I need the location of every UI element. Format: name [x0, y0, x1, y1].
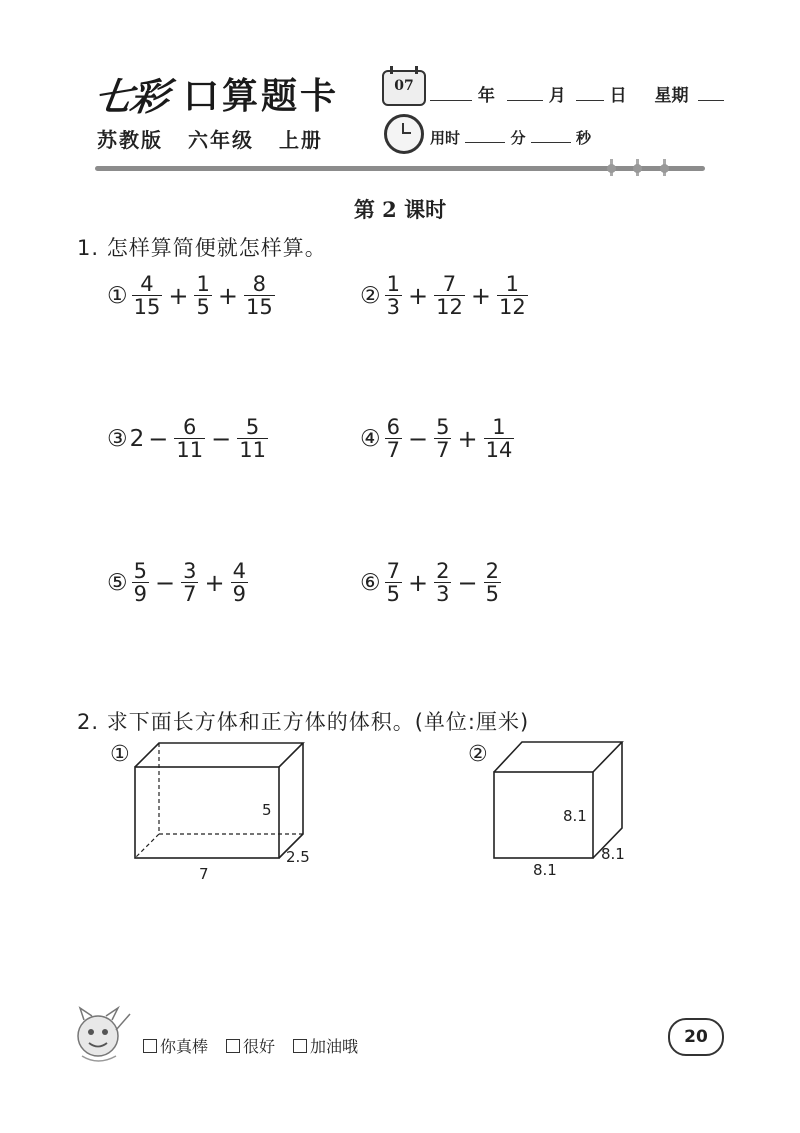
subtitle-publisher: 苏教版 [97, 128, 163, 152]
numerator: 3 [183, 559, 197, 583]
cuboid-label: ① [110, 742, 130, 767]
lesson-title: 第 2 课时 [353, 197, 447, 222]
denominator: 15 [245, 295, 273, 320]
checkbox-icon[interactable] [226, 1039, 240, 1053]
operator: − [155, 568, 176, 597]
cuboid-length-label: 7 [199, 865, 209, 883]
clock-icon [384, 114, 424, 154]
fraction [385, 416, 402, 461]
q1-expression-5 [107, 560, 250, 605]
fraction [385, 273, 402, 318]
day-label: 日 [609, 86, 627, 106]
numerator: 4 [140, 272, 154, 296]
numerator: 2 [436, 559, 450, 583]
year-blank[interactable] [430, 86, 472, 101]
operator: − [211, 424, 232, 453]
expression-number: ⑤ [107, 569, 128, 596]
cube-label: ② [468, 742, 488, 767]
numerator: 1 [505, 272, 519, 296]
month-label: 月 [548, 86, 566, 106]
operator: + [470, 281, 491, 310]
cuboid-right-face [279, 743, 303, 858]
cube-top-face [494, 742, 622, 772]
cuboid-width-label: 2.5 [286, 848, 310, 866]
calendar-icon [382, 70, 426, 106]
denominator: 9 [232, 582, 246, 607]
numerator: 1 [386, 272, 400, 296]
expression-number: ② [360, 282, 381, 309]
expression-number: ⑥ [360, 569, 381, 596]
q1-expression-4 [360, 416, 516, 461]
cuboid-top-face [135, 743, 303, 767]
mascot-icon [72, 1000, 134, 1068]
denominator: 5 [485, 582, 499, 607]
denominator: 14 [485, 438, 513, 463]
fraction [484, 560, 501, 605]
question-2-title: 2. 求下面长方体和正方体的体积。(单位:厘米) [77, 710, 530, 734]
numerator: 8 [252, 272, 266, 296]
rating-label: 加油哦 [310, 1037, 359, 1056]
numerator: 6 [386, 415, 400, 439]
operator: + [204, 568, 225, 597]
cube-figure [462, 735, 662, 885]
denominator: 7 [183, 582, 197, 607]
subtitle-volume: 上册 [278, 128, 323, 152]
operator: − [148, 424, 169, 453]
divider-peg [663, 159, 666, 176]
calendar-day: 07 [394, 78, 414, 94]
divider-peg [636, 159, 639, 176]
fraction [132, 273, 163, 318]
fraction [497, 273, 528, 318]
checkbox-icon[interactable] [293, 1039, 307, 1053]
checkbox-icon[interactable] [143, 1039, 157, 1053]
numerator: 5 [133, 559, 147, 583]
numerator: 2 [485, 559, 499, 583]
second-label: 秒 [575, 129, 591, 147]
numerator: 5 [436, 415, 450, 439]
month-blank[interactable] [507, 86, 543, 101]
self-rating [143, 1034, 358, 1057]
numerator: 4 [232, 559, 246, 583]
expression-number: ④ [360, 425, 381, 452]
numerator: 1 [492, 415, 506, 439]
denominator: 3 [436, 582, 450, 607]
rating-label: 你真棒 [160, 1037, 209, 1056]
minute-blank[interactable] [465, 128, 505, 143]
denominator: 11 [176, 438, 204, 463]
year-label: 年 [477, 86, 495, 106]
cuboid-height-label: 5 [262, 801, 272, 819]
numerator: 7 [386, 559, 400, 583]
cuboid-figure [100, 735, 340, 890]
denominator: 5 [386, 582, 400, 607]
denominator: 5 [196, 295, 210, 320]
rating-label: 很好 [243, 1037, 276, 1056]
operator: − [457, 568, 478, 597]
cube-side-edge-label: 8.1 [601, 845, 625, 863]
q1-expression-3 [107, 416, 270, 461]
date-fields [430, 81, 724, 106]
q1-expression-6 [360, 560, 503, 605]
rating-option-good[interactable] [226, 1034, 275, 1057]
numerator: 5 [245, 415, 260, 439]
operator: + [457, 424, 478, 453]
operator: + [408, 568, 429, 597]
day-blank[interactable] [576, 86, 604, 101]
denominator: 11 [239, 438, 266, 463]
rating-option-great[interactable] [143, 1034, 208, 1057]
denominator: 9 [133, 582, 147, 607]
fraction [181, 560, 198, 605]
fraction [132, 560, 149, 605]
expression-number: ① [107, 282, 128, 309]
fraction [237, 416, 268, 461]
numerator: 1 [196, 272, 210, 296]
fraction [434, 560, 451, 605]
q1-expression-1 [107, 273, 277, 318]
numerator: 6 [183, 415, 197, 439]
fraction [434, 273, 465, 318]
denominator: 7 [436, 438, 450, 463]
weekday-label: 星期 [654, 86, 689, 106]
question-1-title: 1. 怎样算简便就怎样算。 [77, 236, 327, 260]
subtitle-grade: 六年级 [187, 128, 254, 152]
weekday-blank[interactable] [698, 86, 724, 101]
rating-option-keep-going[interactable] [293, 1034, 358, 1057]
q1-expression-2 [360, 273, 530, 318]
second-blank[interactable] [531, 128, 571, 143]
fraction [231, 560, 248, 605]
cube-front-edge-label: 8.1 [563, 807, 587, 825]
denominator: 12 [436, 295, 463, 320]
whole-number: 2 [129, 425, 145, 452]
operator: + [168, 281, 189, 310]
fraction [194, 273, 211, 318]
cuboid-front-face [135, 767, 279, 858]
denominator: 12 [498, 295, 526, 320]
operator: + [217, 281, 238, 310]
cuboid-hidden-edges [135, 834, 159, 858]
divider-peg [610, 159, 613, 176]
time-used-label: 用时 [430, 129, 461, 147]
operator: + [408, 281, 429, 310]
cuboid-hidden-edges [159, 743, 303, 834]
cube-bottom-edge-label: 8.1 [533, 861, 557, 879]
fraction [434, 416, 451, 461]
operator: − [408, 424, 429, 453]
denominator: 3 [386, 295, 400, 320]
time-fields [430, 127, 591, 148]
brand-title: 口算题卡 [183, 76, 340, 117]
cube-right-face [593, 742, 622, 858]
denominator: 7 [386, 438, 400, 463]
fraction [244, 273, 275, 318]
minute-label: 分 [510, 129, 526, 147]
fraction [484, 416, 515, 461]
expression-number: ③ [107, 425, 128, 452]
numerator: 7 [442, 272, 457, 296]
page-number: 20 [668, 1018, 724, 1056]
edition-subtitle [97, 124, 339, 153]
fraction [174, 416, 205, 461]
denominator: 15 [133, 295, 161, 320]
fraction [385, 560, 402, 605]
brand-qicai: 七彩 [91, 74, 170, 119]
